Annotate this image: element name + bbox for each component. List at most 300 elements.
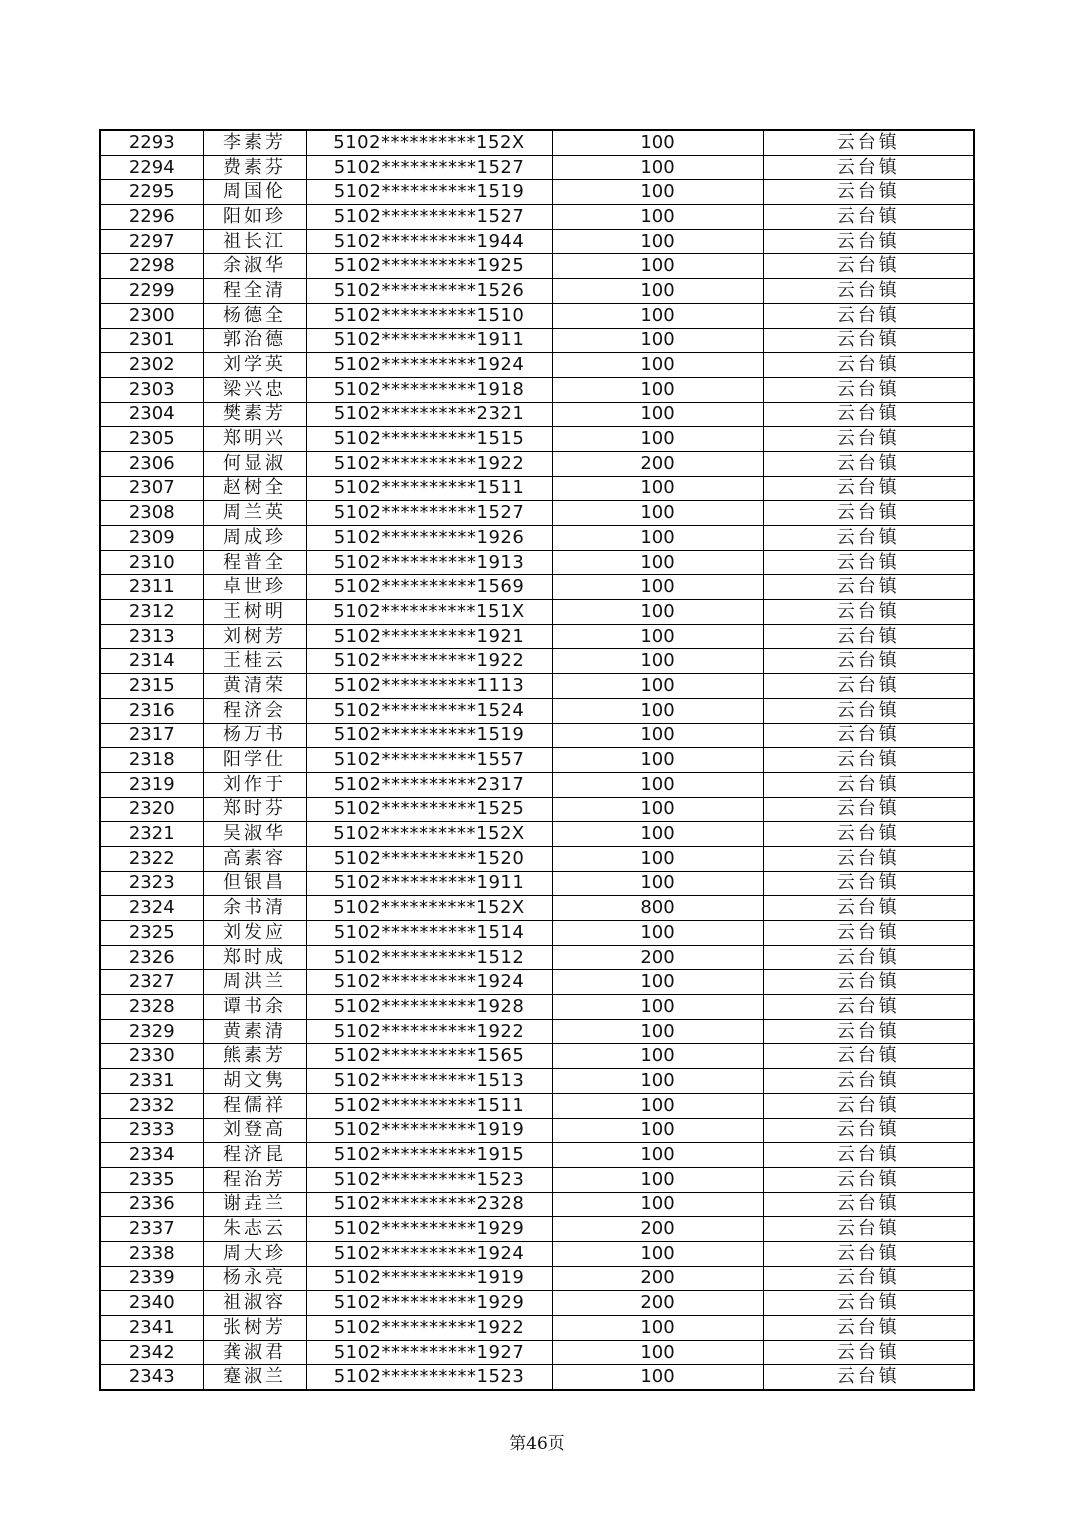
amount-cell: 100 (552, 279, 763, 304)
amount-cell: 100 (552, 526, 763, 551)
id-number-cell: 5102**********1519 (306, 723, 552, 748)
town-cell: 云台镇 (763, 970, 974, 995)
row-number-cell: 2330 (100, 1044, 203, 1069)
id-number-cell: 5102**********1922 (306, 1316, 552, 1341)
table-row (100, 797, 974, 822)
table-row (100, 945, 974, 970)
row-number-cell: 2303 (100, 377, 203, 402)
amount-cell: 100 (552, 624, 763, 649)
amount-cell: 100 (552, 1316, 763, 1341)
row-number-cell: 2298 (100, 254, 203, 279)
amount-cell: 100 (552, 995, 763, 1020)
id-number-cell: 5102**********1520 (306, 846, 552, 871)
table-row (100, 427, 974, 452)
table-row (100, 402, 974, 427)
table-row (100, 451, 974, 476)
amount-cell: 100 (552, 1340, 763, 1365)
id-number-cell: 5102**********1511 (306, 476, 552, 501)
table-row (100, 1019, 974, 1044)
name-cell: 吴淑华 (203, 822, 306, 847)
amount-cell: 200 (552, 1291, 763, 1316)
town-cell: 云台镇 (763, 846, 974, 871)
id-number-cell: 5102**********1527 (306, 205, 552, 230)
table-row (100, 155, 974, 180)
amount-cell: 100 (552, 600, 763, 625)
id-number-cell: 5102**********1921 (306, 624, 552, 649)
table-row (100, 180, 974, 205)
row-number-cell: 2325 (100, 921, 203, 946)
row-number-cell: 2293 (100, 130, 203, 155)
town-cell: 云台镇 (763, 995, 974, 1020)
town-cell: 云台镇 (763, 1044, 974, 1069)
name-cell: 杨万书 (203, 723, 306, 748)
id-number-cell: 5102**********1513 (306, 1069, 552, 1094)
name-cell: 何显淑 (203, 451, 306, 476)
town-cell: 云台镇 (763, 451, 974, 476)
amount-cell: 100 (552, 1019, 763, 1044)
amount-cell: 100 (552, 698, 763, 723)
name-cell: 祖长江 (203, 229, 306, 254)
id-number-cell: 5102**********1523 (306, 1167, 552, 1192)
id-number-cell: 5102**********2321 (306, 402, 552, 427)
id-number-cell: 5102**********1925 (306, 254, 552, 279)
row-number-cell: 2341 (100, 1316, 203, 1341)
town-cell: 云台镇 (763, 1192, 974, 1217)
row-number-cell: 2334 (100, 1143, 203, 1168)
name-cell: 谢垚兰 (203, 1192, 306, 1217)
id-number-cell: 5102**********1918 (306, 377, 552, 402)
town-cell: 云台镇 (763, 1316, 974, 1341)
id-number-cell: 5102**********1515 (306, 427, 552, 452)
town-cell: 云台镇 (763, 180, 974, 205)
table-row (100, 600, 974, 625)
town-cell: 云台镇 (763, 1217, 974, 1242)
amount-cell: 100 (552, 427, 763, 452)
table-row (100, 1217, 974, 1242)
name-cell: 龚淑君 (203, 1340, 306, 1365)
table-row (100, 575, 974, 600)
id-number-cell: 5102**********1512 (306, 945, 552, 970)
amount-cell: 100 (552, 1093, 763, 1118)
amount-cell: 100 (552, 476, 763, 501)
row-number-cell: 2338 (100, 1241, 203, 1266)
name-cell: 梁兴忠 (203, 377, 306, 402)
table-row (100, 921, 974, 946)
town-cell: 云台镇 (763, 155, 974, 180)
id-number-cell: 5102**********1919 (306, 1266, 552, 1291)
name-cell: 刘发应 (203, 921, 306, 946)
name-cell: 周大珍 (203, 1241, 306, 1266)
amount-cell: 100 (552, 723, 763, 748)
table-row (100, 328, 974, 353)
amount-cell: 100 (552, 748, 763, 773)
name-cell: 蹇淑兰 (203, 1365, 306, 1390)
table-row (100, 526, 974, 551)
table-row (100, 353, 974, 378)
town-cell: 云台镇 (763, 1019, 974, 1044)
amount-cell: 100 (552, 822, 763, 847)
town-cell: 云台镇 (763, 501, 974, 526)
row-number-cell: 2304 (100, 402, 203, 427)
amount-cell: 100 (552, 649, 763, 674)
amount-cell: 100 (552, 1069, 763, 1094)
name-cell: 黄素清 (203, 1019, 306, 1044)
row-number-cell: 2337 (100, 1217, 203, 1242)
row-number-cell: 2299 (100, 279, 203, 304)
name-cell: 郑明兴 (203, 427, 306, 452)
row-number-cell: 2332 (100, 1093, 203, 1118)
id-number-cell: 5102**********1922 (306, 451, 552, 476)
roster-table (99, 129, 975, 1391)
table-row (100, 846, 974, 871)
table-row (100, 1316, 974, 1341)
id-number-cell: 5102**********1113 (306, 674, 552, 699)
table-row (100, 1167, 974, 1192)
name-cell: 赵树全 (203, 476, 306, 501)
row-number-cell: 2297 (100, 229, 203, 254)
row-number-cell: 2301 (100, 328, 203, 353)
id-number-cell: 5102**********152X (306, 896, 552, 921)
table-row (100, 772, 974, 797)
amount-cell: 100 (552, 846, 763, 871)
amount-cell: 100 (552, 871, 763, 896)
amount-cell: 100 (552, 1044, 763, 1069)
id-number-cell: 5102**********1922 (306, 1019, 552, 1044)
town-cell: 云台镇 (763, 205, 974, 230)
table-row (100, 501, 974, 526)
amount-cell: 100 (552, 1143, 763, 1168)
amount-cell: 200 (552, 945, 763, 970)
town-cell: 云台镇 (763, 328, 974, 353)
amount-cell: 100 (552, 353, 763, 378)
roster-table-body (100, 130, 974, 1390)
name-cell: 胡文隽 (203, 1069, 306, 1094)
town-cell: 云台镇 (763, 698, 974, 723)
row-number-cell: 2302 (100, 353, 203, 378)
name-cell: 王树明 (203, 600, 306, 625)
amount-cell: 100 (552, 328, 763, 353)
row-number-cell: 2335 (100, 1167, 203, 1192)
table-row (100, 896, 974, 921)
amount-cell: 100 (552, 550, 763, 575)
id-number-cell: 5102**********1913 (306, 550, 552, 575)
name-cell: 李素芳 (203, 130, 306, 155)
name-cell: 刘登高 (203, 1118, 306, 1143)
row-number-cell: 2300 (100, 303, 203, 328)
town-cell: 云台镇 (763, 1266, 974, 1291)
name-cell: 周国伦 (203, 180, 306, 205)
amount-cell: 100 (552, 674, 763, 699)
amount-cell: 100 (552, 180, 763, 205)
amount-cell: 100 (552, 1365, 763, 1390)
amount-cell: 100 (552, 1167, 763, 1192)
id-number-cell: 5102**********1510 (306, 303, 552, 328)
row-number-cell: 2294 (100, 155, 203, 180)
town-cell: 云台镇 (763, 871, 974, 896)
id-number-cell: 5102**********1519 (306, 180, 552, 205)
row-number-cell: 2309 (100, 526, 203, 551)
row-number-cell: 2306 (100, 451, 203, 476)
town-cell: 云台镇 (763, 1093, 974, 1118)
table-row (100, 229, 974, 254)
name-cell: 杨永亮 (203, 1266, 306, 1291)
amount-cell: 100 (552, 772, 763, 797)
id-number-cell: 5102**********1527 (306, 501, 552, 526)
amount-cell: 100 (552, 501, 763, 526)
table-row (100, 205, 974, 230)
amount-cell: 200 (552, 1266, 763, 1291)
town-cell: 云台镇 (763, 797, 974, 822)
amount-cell: 100 (552, 1192, 763, 1217)
amount-cell: 200 (552, 451, 763, 476)
amount-cell: 100 (552, 303, 763, 328)
id-number-cell: 5102**********1924 (306, 1241, 552, 1266)
row-number-cell: 2296 (100, 205, 203, 230)
table-row (100, 748, 974, 773)
table-row (100, 1241, 974, 1266)
id-number-cell: 5102**********1557 (306, 748, 552, 773)
id-number-cell: 5102**********1523 (306, 1365, 552, 1390)
amount-cell: 100 (552, 970, 763, 995)
id-number-cell: 5102**********1569 (306, 575, 552, 600)
name-cell: 张树芳 (203, 1316, 306, 1341)
amount-cell: 100 (552, 254, 763, 279)
row-number-cell: 2331 (100, 1069, 203, 1094)
id-number-cell: 5102**********1514 (306, 921, 552, 946)
row-number-cell: 2313 (100, 624, 203, 649)
table-row (100, 476, 974, 501)
row-number-cell: 2333 (100, 1118, 203, 1143)
name-cell: 朱志云 (203, 1217, 306, 1242)
row-number-cell: 2314 (100, 649, 203, 674)
town-cell: 云台镇 (763, 921, 974, 946)
table-row (100, 377, 974, 402)
row-number-cell: 2305 (100, 427, 203, 452)
id-number-cell: 5102**********152X (306, 130, 552, 155)
row-number-cell: 2311 (100, 575, 203, 600)
town-cell: 云台镇 (763, 1340, 974, 1365)
id-number-cell: 5102**********1565 (306, 1044, 552, 1069)
table-row (100, 1143, 974, 1168)
table-row (100, 1192, 974, 1217)
row-number-cell: 2328 (100, 995, 203, 1020)
town-cell: 云台镇 (763, 772, 974, 797)
table-row (100, 970, 974, 995)
table-row (100, 723, 974, 748)
row-number-cell: 2323 (100, 871, 203, 896)
table-row (100, 1069, 974, 1094)
town-cell: 云台镇 (763, 130, 974, 155)
id-number-cell: 5102**********1919 (306, 1118, 552, 1143)
name-cell: 卓世珍 (203, 575, 306, 600)
table-row (100, 1044, 974, 1069)
amount-cell: 100 (552, 1241, 763, 1266)
table-row (100, 698, 974, 723)
id-number-cell: 5102**********152X (306, 822, 552, 847)
town-cell: 云台镇 (763, 229, 974, 254)
table-row (100, 254, 974, 279)
table-row (100, 624, 974, 649)
id-number-cell: 5102**********1922 (306, 649, 552, 674)
town-cell: 云台镇 (763, 377, 974, 402)
name-cell: 刘树芳 (203, 624, 306, 649)
amount-cell: 100 (552, 402, 763, 427)
name-cell: 程济会 (203, 698, 306, 723)
name-cell: 费素芬 (203, 155, 306, 180)
amount-cell: 100 (552, 205, 763, 230)
table-row (100, 303, 974, 328)
amount-cell: 200 (552, 1217, 763, 1242)
id-number-cell: 5102**********1511 (306, 1093, 552, 1118)
name-cell: 高素容 (203, 846, 306, 871)
town-cell: 云台镇 (763, 1143, 974, 1168)
name-cell: 王桂云 (203, 649, 306, 674)
id-number-cell: 5102**********1911 (306, 328, 552, 353)
row-number-cell: 2295 (100, 180, 203, 205)
amount-cell: 100 (552, 155, 763, 180)
town-cell: 云台镇 (763, 476, 974, 501)
name-cell: 程儒祥 (203, 1093, 306, 1118)
row-number-cell: 2322 (100, 846, 203, 871)
row-number-cell: 2320 (100, 797, 203, 822)
table-row (100, 871, 974, 896)
row-number-cell: 2315 (100, 674, 203, 699)
name-cell: 郑时芬 (203, 797, 306, 822)
amount-cell: 100 (552, 921, 763, 946)
name-cell: 刘学英 (203, 353, 306, 378)
town-cell: 云台镇 (763, 600, 974, 625)
name-cell: 阳学仕 (203, 748, 306, 773)
town-cell: 云台镇 (763, 526, 974, 551)
town-cell: 云台镇 (763, 674, 974, 699)
town-cell: 云台镇 (763, 1365, 974, 1390)
id-number-cell: 5102**********2328 (306, 1192, 552, 1217)
town-cell: 云台镇 (763, 575, 974, 600)
town-cell: 云台镇 (763, 723, 974, 748)
id-number-cell: 5102**********1944 (306, 229, 552, 254)
name-cell: 程普全 (203, 550, 306, 575)
id-number-cell: 5102**********1526 (306, 279, 552, 304)
id-number-cell: 5102**********151X (306, 600, 552, 625)
name-cell: 熊素芳 (203, 1044, 306, 1069)
id-number-cell: 5102**********1911 (306, 871, 552, 896)
table-row (100, 995, 974, 1020)
row-number-cell: 2340 (100, 1291, 203, 1316)
name-cell: 祖淑容 (203, 1291, 306, 1316)
row-number-cell: 2326 (100, 945, 203, 970)
town-cell: 云台镇 (763, 303, 974, 328)
table-row (100, 674, 974, 699)
amount-cell: 100 (552, 229, 763, 254)
row-number-cell: 2317 (100, 723, 203, 748)
table-row (100, 822, 974, 847)
name-cell: 余书清 (203, 896, 306, 921)
row-number-cell: 2327 (100, 970, 203, 995)
name-cell: 但银昌 (203, 871, 306, 896)
name-cell: 刘作于 (203, 772, 306, 797)
id-number-cell: 5102**********1924 (306, 970, 552, 995)
table-row (100, 1266, 974, 1291)
town-cell: 云台镇 (763, 254, 974, 279)
id-number-cell: 5102**********1929 (306, 1291, 552, 1316)
amount-cell: 100 (552, 1118, 763, 1143)
id-number-cell: 5102**********1928 (306, 995, 552, 1020)
amount-cell: 100 (552, 797, 763, 822)
table-row (100, 1118, 974, 1143)
id-number-cell: 5102**********1915 (306, 1143, 552, 1168)
table-row (100, 1365, 974, 1390)
town-cell: 云台镇 (763, 427, 974, 452)
name-cell: 余淑华 (203, 254, 306, 279)
row-number-cell: 2310 (100, 550, 203, 575)
table-row (100, 1340, 974, 1365)
table-row (100, 550, 974, 575)
row-number-cell: 2307 (100, 476, 203, 501)
page-number: 第46页 (509, 1434, 565, 1454)
row-number-cell: 2321 (100, 822, 203, 847)
name-cell: 杨德全 (203, 303, 306, 328)
name-cell: 程全清 (203, 279, 306, 304)
town-cell: 云台镇 (763, 649, 974, 674)
table-row (100, 649, 974, 674)
amount-cell: 100 (552, 377, 763, 402)
row-number-cell: 2316 (100, 698, 203, 723)
row-number-cell: 2319 (100, 772, 203, 797)
table-row (100, 279, 974, 304)
row-number-cell: 2342 (100, 1340, 203, 1365)
name-cell: 程治芳 (203, 1167, 306, 1192)
name-cell: 周兰英 (203, 501, 306, 526)
table-row (100, 1093, 974, 1118)
id-number-cell: 5102**********1924 (306, 353, 552, 378)
amount-cell: 100 (552, 575, 763, 600)
name-cell: 周成珍 (203, 526, 306, 551)
table-row (100, 1291, 974, 1316)
row-number-cell: 2324 (100, 896, 203, 921)
name-cell: 程济昆 (203, 1143, 306, 1168)
row-number-cell: 2318 (100, 748, 203, 773)
town-cell: 云台镇 (763, 402, 974, 427)
amount-cell: 100 (552, 130, 763, 155)
name-cell: 樊素芳 (203, 402, 306, 427)
row-number-cell: 2343 (100, 1365, 203, 1390)
town-cell: 云台镇 (763, 945, 974, 970)
row-number-cell: 2308 (100, 501, 203, 526)
name-cell: 郭治德 (203, 328, 306, 353)
town-cell: 云台镇 (763, 1118, 974, 1143)
town-cell: 云台镇 (763, 279, 974, 304)
town-cell: 云台镇 (763, 896, 974, 921)
id-number-cell: 5102**********1927 (306, 1340, 552, 1365)
town-cell: 云台镇 (763, 624, 974, 649)
row-number-cell: 2336 (100, 1192, 203, 1217)
id-number-cell: 5102**********1524 (306, 698, 552, 723)
name-cell: 周洪兰 (203, 970, 306, 995)
town-cell: 云台镇 (763, 1069, 974, 1094)
name-cell: 黄清荣 (203, 674, 306, 699)
town-cell: 云台镇 (763, 748, 974, 773)
name-cell: 谭书余 (203, 995, 306, 1020)
town-cell: 云台镇 (763, 1167, 974, 1192)
row-number-cell: 2312 (100, 600, 203, 625)
table-row (100, 130, 974, 155)
id-number-cell: 5102**********2317 (306, 772, 552, 797)
town-cell: 云台镇 (763, 1291, 974, 1316)
id-number-cell: 5102**********1926 (306, 526, 552, 551)
id-number-cell: 5102**********1525 (306, 797, 552, 822)
name-cell: 阳如珍 (203, 205, 306, 230)
row-number-cell: 2339 (100, 1266, 203, 1291)
